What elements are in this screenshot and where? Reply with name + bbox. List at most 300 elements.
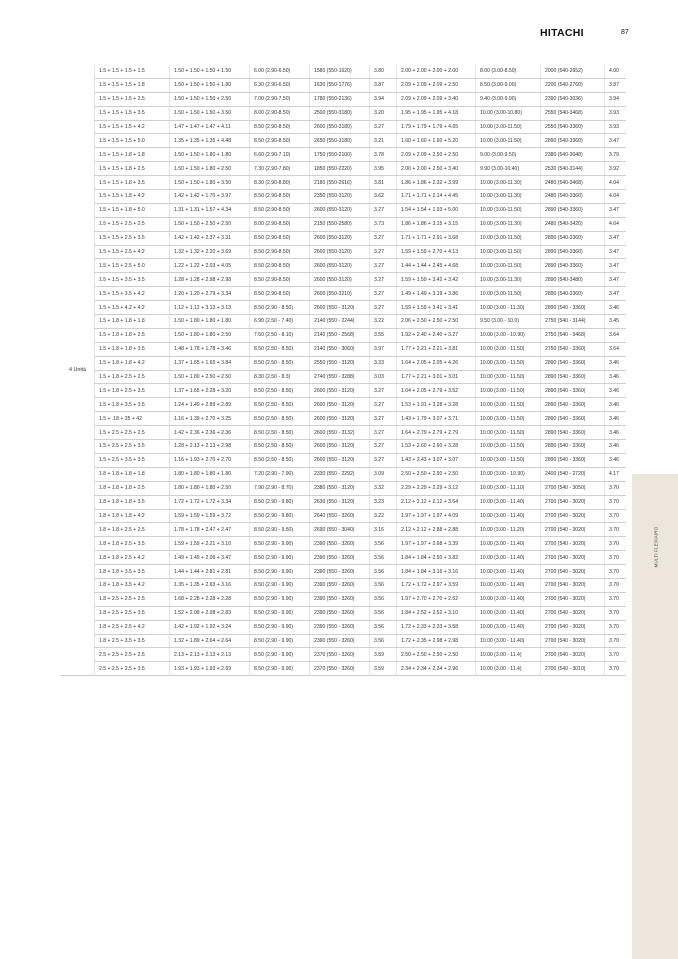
table-cell: 2750 (540 - 3144): [541, 315, 605, 329]
table-cell: 3.22: [370, 509, 397, 523]
table-cell: 8.50 (2.90-8.50): [250, 245, 310, 259]
table-cell: 4.04: [605, 190, 627, 204]
table-cell: 8.50 (2.90 - 9.90): [250, 592, 310, 606]
table-cell: 1750 (550-2100): [310, 148, 370, 162]
table-row: [61, 398, 626, 412]
table-cell: 8.50 (2.90 - 9.80): [250, 495, 310, 509]
table-cell: 2890 (540-3360): [541, 287, 605, 301]
table-cell: 2750 (540 - 3360): [541, 342, 605, 356]
table-cell: 8.50 (2.90 - 9.90): [250, 565, 310, 579]
table-cell: 1.37 + 1.65 + 1.65 + 3.84: [170, 356, 250, 370]
table-row: [61, 356, 626, 370]
table-cell: 3.22: [370, 315, 397, 329]
table-cell: 1.79 + 1.79 + 1.79 + 4.65: [397, 120, 476, 134]
table-cell: 2550 (550 - 3120): [310, 356, 370, 370]
table-cell: 3.45: [605, 315, 627, 329]
table-cell: 1.44 + 1.44 + 2.81 + 2.81: [170, 565, 250, 579]
table-cell: 1.43 + 1.79 + 3.07 + 3.71: [397, 412, 476, 426]
group-label: 4 Unità: [61, 65, 95, 676]
table-cell: 1.24 + 1.49 + 2.89 + 2.89: [170, 398, 250, 412]
table-cell: 8.50 (2.90 - 9.90): [250, 662, 310, 676]
table-row: [61, 467, 626, 481]
table-row: [61, 273, 626, 287]
table-cell: 8.50 (2.90 - 9.90): [250, 551, 310, 565]
table-cell: 2390 (550 - 3260): [310, 565, 370, 579]
table-cell: 1.5 + .18 + 35 + 42: [95, 412, 170, 426]
table-cell: 10.00 (3.00 - 11.40): [476, 606, 541, 620]
table-cell: 1.92 + 2.40 + 2.40 + 3.27: [397, 328, 476, 342]
table-cell: 3.27: [370, 231, 397, 245]
table-cell: 1.5 + 1.5 + 3.5 + 3.5: [95, 273, 170, 287]
table-cell: 3.27: [370, 245, 397, 259]
table-cell: 1.49 + 1.49 + 2.06 + 3.47: [170, 551, 250, 565]
table-cell: 1.8 + 1.8 + 2.5 + 2.5: [95, 523, 170, 537]
table-cell: 3.27: [370, 412, 397, 426]
table-cell: 3.56: [370, 606, 397, 620]
table-row: [61, 287, 626, 301]
table-cell: 2690 (550 - 3040): [310, 523, 370, 537]
table-cell: 1.5 + 1.5 + 1.8 + 4.2: [95, 190, 170, 204]
table-cell: 2890 (540 - 3360): [541, 301, 605, 315]
table-row: [61, 259, 626, 273]
table-cell: 1.32 + 1.89 + 2.64 + 2.64: [170, 634, 250, 648]
table-cell: 10.00 (3.00 - 11.40): [476, 634, 541, 648]
table-cell: 2890 (540 - 3360): [541, 370, 605, 384]
table-cell: 1.5 + 1.8 + 2.5 + 3.5: [95, 384, 170, 398]
table-cell: 2700 (540 - 3020): [541, 648, 605, 662]
table-cell: 3.56: [370, 634, 397, 648]
table-cell: 2.50 + 2.50 + 2.50 + 2.50: [397, 467, 476, 481]
table-cell: 2600 (550-3180): [310, 120, 370, 134]
table-cell: 3.16: [370, 523, 397, 537]
table-cell: 1.5 + 1.5 + 1.8 + 5.0: [95, 203, 170, 217]
table-cell: 3.47: [605, 287, 627, 301]
table-cell: 2630 (550 - 3120): [310, 495, 370, 509]
table-cell: 1.84 + 2.52 + 2.52 + 3.10: [397, 606, 476, 620]
table-cell: 3.87: [605, 78, 627, 92]
table-cell: 8.50 (2.50 - 8.50): [250, 440, 310, 454]
table-cell: 2600 (550-3120): [310, 273, 370, 287]
table-cell: 2600 (550 - 3132): [310, 426, 370, 440]
table-row: [61, 315, 626, 329]
table-row: [61, 92, 626, 106]
table-cell: 10.00 (3.00 - 11.40): [476, 592, 541, 606]
table-cell: 1.5 + 1.8 + 3.5 + 3.5: [95, 398, 170, 412]
table-cell: 10.00 (3.00 - 10.90): [476, 467, 541, 481]
table-row: [61, 162, 626, 176]
table-cell: 6.60 (2.90-7.10): [250, 148, 310, 162]
table-cell: 2700 (540 - 3020): [541, 509, 605, 523]
table-cell: 3.79: [605, 148, 627, 162]
table-cell: 1.32 + 1.32 + 2.20 + 3.69: [170, 245, 250, 259]
table-cell: 4.00: [605, 65, 627, 78]
table-cell: 10.00 (3.00 - 11.10): [476, 481, 541, 495]
table-cell: 8.50 (2.50 - 8.50): [250, 398, 310, 412]
table-cell: 8.00 (2.90-8.50): [250, 106, 310, 120]
table-cell: 1.80 + 1.80 + 1.80 + 2.50: [170, 481, 250, 495]
table-cell: 10.00 (3.00 - 11.50): [476, 412, 541, 426]
table-cell: 3.27: [370, 120, 397, 134]
table-cell: 1.77 + 2.21 + 3.01 + 3.01: [397, 370, 476, 384]
table-cell: 8.50 (2.90 - 9.90): [250, 620, 310, 634]
table-cell: 1.84 + 1.84 + 3.16 + 3.16: [397, 565, 476, 579]
table-cell: 1.5 + 1.5 + 1.8 + 2.5: [95, 162, 170, 176]
table-cell: 3.27: [370, 440, 397, 454]
table-cell: 2.34 + 2.34 + 2.34 + 2.96: [397, 662, 476, 676]
table-row: [61, 134, 626, 148]
table-cell: 1.59 + 1.59 + 1.59 + 3.72: [170, 509, 250, 523]
table-cell: 10.00 (3.00-11.50): [476, 259, 541, 273]
table-cell: 4.17: [605, 467, 627, 481]
table-cell: 2550 (540-3468): [541, 106, 605, 120]
table-cell: 10.00 (3.00 - 11.50): [476, 426, 541, 440]
table-row: [61, 606, 626, 620]
table-cell: 2390 (540-3036): [541, 92, 605, 106]
table-cell: 3.80: [370, 65, 397, 78]
table-cell: 2.12 + 2.12 + 2.88 + 2.88: [397, 523, 476, 537]
table-cell: 1.53 + 2.60 + 2.60 + 3.28: [397, 440, 476, 454]
table-cell: 1.59 + 1.59 + 2.21 + 3.10: [170, 537, 250, 551]
table-cell: 7.90 (2.90 - 8.70): [250, 481, 310, 495]
table-cell: 1.71 + 1.71 + 2.91 + 3.68: [397, 231, 476, 245]
table-cell: 10.00 (3.00 - 11.40): [476, 537, 541, 551]
table-cell: 3.23: [370, 495, 397, 509]
table-cell: 9.50 (3.00 - 10.0): [476, 315, 541, 329]
table-row: [61, 565, 626, 579]
table-cell: 1.8 + 1.8 + 2.5 + 3.5: [95, 537, 170, 551]
table-row: [61, 509, 626, 523]
table-cell: 3.59: [370, 662, 397, 676]
table-cell: 8.50 (2.50 - 8.50): [250, 342, 310, 356]
table-row: [61, 106, 626, 120]
table-cell: 3.56: [370, 551, 397, 565]
table-cell: 3.70: [605, 565, 627, 579]
table-cell: 3.27: [370, 426, 397, 440]
table-cell: 10.00 (3.00 - 11.50): [476, 356, 541, 370]
table-row: [61, 620, 626, 634]
table-cell: 2890 (540-3360): [541, 134, 605, 148]
table-cell: 1.49 + 1.49 + 3.19 + 3.86: [397, 287, 476, 301]
table-cell: 1.77 + 2.21 + 2.21 + 3.81: [397, 342, 476, 356]
specs-table: [61, 65, 626, 676]
table-row: [61, 551, 626, 565]
table-cell: 1.5 + 1.5 + 1.8 + 3.5: [95, 176, 170, 190]
table-cell: 1.5 + 1.5 + 2.5 + 2.5: [95, 217, 170, 231]
table-cell: 2480 (540-3468): [541, 176, 605, 190]
table-cell: 2390 (550 - 3260): [310, 592, 370, 606]
table-cell: 8.50 (2.50 - 8.50): [250, 412, 310, 426]
table-cell: 1.37 + 1.65 + 2.28 + 3.20: [170, 384, 250, 398]
table-cell: 2600 (550-3210): [310, 287, 370, 301]
table-cell: 2.00 + 2.00 + 2.00 + 2.00: [397, 65, 476, 78]
table-cell: 1.80 + 1.80 + 1.80 + 1.80: [170, 467, 250, 481]
table-cell: 1.8 + 1.8 + 1.8 + 1.8: [95, 467, 170, 481]
table-cell: 3.56: [370, 620, 397, 634]
table-row: [61, 578, 626, 592]
table-cell: 10.00 (3.00-11.50): [476, 287, 541, 301]
table-cell: 1.53 + 1.91 + 3.28 + 3.28: [397, 398, 476, 412]
table-cell: 1.50 + 1.50 + 1.50 + 2.50: [170, 92, 250, 106]
table-cell: 2330 (550 - 2292): [310, 467, 370, 481]
table-cell: 2380 (540-3048): [541, 148, 605, 162]
table-cell: 3.56: [370, 592, 397, 606]
table-cell: 1.50 + 1.50 + 1.50 + 3.50: [170, 106, 250, 120]
table-cell: 2370 (550 - 3260): [310, 662, 370, 676]
table-cell: 1.50 + 1.80 + 2.50 + 2.50: [170, 370, 250, 384]
table-cell: 1.28 + 2.13 + 2.13 + 2.98: [170, 440, 250, 454]
table-cell: 10.00 (3.00-11.30): [476, 190, 541, 204]
table-cell: 10.00 (3.00 - 10.90): [476, 328, 541, 342]
table-cell: 1.68 + 2.28 + 2.28 + 2.28: [170, 592, 250, 606]
table-cell: 10.00 (3.00-11.30): [476, 217, 541, 231]
table-row: [61, 328, 626, 342]
table-cell: 3.27: [370, 398, 397, 412]
table-cell: 6.90 (2.50 - 7.40): [250, 315, 310, 329]
table-cell: 1.16 + 1.93 + 2.70 + 2.70: [170, 453, 250, 467]
table-cell: 3.73: [370, 217, 397, 231]
table-cell: 1.64 + 2.05 + 2.79 + 3.52: [397, 384, 476, 398]
table-cell: 1.8 + 1.8 + 1.8 + 2.5: [95, 481, 170, 495]
table-cell: 1.47 + 1.47 + 1.47 + 4.11: [170, 120, 250, 134]
table-cell: 8.50 (2.90-8.50): [250, 203, 310, 217]
table-cell: 2700 (540 - 3020): [541, 495, 605, 509]
table-cell: 10.00 (3.00-10.80): [476, 106, 541, 120]
table-cell: 2890 (540 - 3360): [541, 412, 605, 426]
table-cell: 1.60 + 1.60 + 1.60 + 5.20: [397, 134, 476, 148]
table-row: [61, 370, 626, 384]
table-cell: 2890 (540-3480): [541, 273, 605, 287]
table-cell: 1.42 + 1.42 + 2.37 + 3.31: [170, 231, 250, 245]
table-cell: 10.00 (3.00 - 11.40): [476, 551, 541, 565]
table-cell: 3.62: [370, 190, 397, 204]
table-cell: 1.86 + 1.86 + 3.15 + 3.15: [397, 217, 476, 231]
table-row: [61, 481, 626, 495]
table-cell: 7.60 (2.50 - 8.10): [250, 328, 310, 342]
table-cell: 3.27: [370, 203, 397, 217]
table-cell: 2.06 + 2.50 + 2.50 + 2.50: [397, 315, 476, 329]
table-cell: 2.29 + 2.29 + 2.29 + 3.12: [397, 481, 476, 495]
table-cell: 1.8 + 1.8 + 2.5 + 4.2: [95, 551, 170, 565]
table-cell: 1.8 + 2.5 + 3.5 + 3.5: [95, 634, 170, 648]
table-cell: 1.44 + 1.44 + 2.45 + 4.68: [397, 259, 476, 273]
table-row: [61, 426, 626, 440]
table-cell: 1.5 + 1.5 + 1.5 + 4.2: [95, 120, 170, 134]
table-cell: 1.5 + 1.5 + 1.5 + 3.5: [95, 106, 170, 120]
table-cell: 3.46: [605, 440, 627, 454]
table-cell: 2390 (550 - 3260): [310, 620, 370, 634]
table-cell: 10.00 (3.00 - 11.50): [476, 440, 541, 454]
table-cell: 3.46: [605, 384, 627, 398]
table-cell: 8.30 (2.90-8.80): [250, 176, 310, 190]
table-cell: 9.90 (3.00-10.40): [476, 162, 541, 176]
table-cell: 1.22 + 1.22 + 2.03 + 4.05: [170, 259, 250, 273]
table-row: [61, 537, 626, 551]
table-cell: 3.70: [605, 523, 627, 537]
table-cell: 2890 (540 - 3360): [541, 453, 605, 467]
table-cell: 1.5 + 1.5 + 2.5 + 5.0: [95, 259, 170, 273]
table-cell: 3.21: [370, 134, 397, 148]
table-row: [61, 648, 626, 662]
table-cell: 10.00 (3.00-11.30): [476, 176, 541, 190]
table-cell: 1.50 + 1.80 + 1.80 + 1.80: [170, 315, 250, 329]
table-cell: 3.09: [370, 467, 397, 481]
table-cell: 2600 (550-3120): [310, 203, 370, 217]
table-cell: 8.50 (2.90 - 9.90): [250, 634, 310, 648]
table-cell: 1.50 + 1.50 + 1.80 + 1.80: [170, 148, 250, 162]
table-cell: 1.64 + 2.79 + 2.79 + 2.79: [397, 426, 476, 440]
table-cell: 10.00 (3.00 - 11.50): [476, 342, 541, 356]
table-cell: 8.30 (2.50 - 8.3): [250, 370, 310, 384]
table-cell: 1.50 + 1.50 + 1.80 + 3.50: [170, 176, 250, 190]
table-cell: 3.46: [605, 398, 627, 412]
table-cell: 1.97 + 1.97 + 2.68 + 3.39: [397, 537, 476, 551]
table-cell: 3.46: [605, 453, 627, 467]
table-cell: 1.59 + 1.59 + 3.42 + 3.42: [397, 273, 476, 287]
table-cell: 3.70: [605, 495, 627, 509]
table-cell: 2.5 + 2.5 + 2.5 + 2.5: [95, 648, 170, 662]
table-cell: 10.00 (3.00 - 11.50): [476, 453, 541, 467]
table-row: [61, 148, 626, 162]
table-cell: 2140 (550 - 3060): [310, 342, 370, 356]
table-cell: 1.5 + 1.5 + 1.5 + 1.8: [95, 78, 170, 92]
table-cell: 2600 (550-3120): [310, 231, 370, 245]
table-cell: 2.00 + 2.00 + 2.50 + 3.40: [397, 162, 476, 176]
table-cell: 2140 (550 - 2244): [310, 315, 370, 329]
table-cell: 2550 (540-3360): [541, 120, 605, 134]
table-cell: 10.00 (3.00 - 11.40): [476, 509, 541, 523]
table-cell: 1.54 + 1.54 + 1.93 + 5.00: [397, 203, 476, 217]
table-row: [61, 203, 626, 217]
table-cell: 3.47: [605, 134, 627, 148]
table-cell: 1.5 + 1.5 + 1.8 + 1.8: [95, 148, 170, 162]
table-cell: 1.50 + 1.80 + 1.80 + 2.50: [170, 328, 250, 342]
table-row: [61, 245, 626, 259]
table-cell: 3.70: [605, 634, 627, 648]
table-cell: 3.92: [605, 162, 627, 176]
table-cell: 3.55: [370, 328, 397, 342]
table-cell: 10.00 (3.00 - 11.4): [476, 662, 541, 676]
table-row: [61, 65, 626, 78]
side-tab-label-wrapper: [650, 526, 662, 568]
table-cell: 2400 (540 - 2720): [541, 467, 605, 481]
table-cell: 2.13 + 2.13 + 2.13 + 2.13: [170, 648, 250, 662]
table-row: [61, 342, 626, 356]
table-cell: 1.50 + 1.50 + 1.50 + 1.50: [170, 65, 250, 78]
table-cell: 1.59 + 1.59 + 2.70 + 4.13: [397, 245, 476, 259]
table-row: [61, 412, 626, 426]
table-cell: 2700 (540 - 3020): [541, 592, 605, 606]
table-cell: 2700 (540 - 3020): [541, 565, 605, 579]
table-cell: 10.00 (3.00 - 11.20): [476, 523, 541, 537]
table-cell: 2700 (540 - 3050): [541, 481, 605, 495]
table-cell: 1.28 + 1.28 + 2.98 + 2.98: [170, 273, 250, 287]
table-row: [61, 453, 626, 467]
table-cell: 2700 (540 - 3020): [541, 620, 605, 634]
table-cell: 2140 (550 - 2568): [310, 328, 370, 342]
table-cell: 3.70: [605, 606, 627, 620]
table-cell: 1.8 + 2.5 + 2.5 + 3.5: [95, 606, 170, 620]
table-cell: 1.5 + 1.8 + 1.8 + 4.2: [95, 356, 170, 370]
table-cell: 1.95 + 1.95 + 1.95 + 4.18: [397, 106, 476, 120]
table-cell: 10.00 (3.00-11.50): [476, 231, 541, 245]
table-cell: 1.8 + 2.5 + 2.5 + 2.5: [95, 592, 170, 606]
table-cell: 2500 (550-3180): [310, 106, 370, 120]
table-cell: 6.30 (2.90-6.50): [250, 78, 310, 92]
table-cell: 8.50 (2.90-8.50): [250, 231, 310, 245]
table-cell: 3.27: [370, 287, 397, 301]
table-cell: 3.27: [370, 453, 397, 467]
table-cell: 3.93: [605, 106, 627, 120]
table-cell: 3.93: [605, 120, 627, 134]
table-row: [61, 78, 626, 92]
table-cell: 1.71 + 1.71 + 2.14 + 4.45: [397, 190, 476, 204]
table-cell: 2.09 + 2.09 + 2.09 + 3.40: [397, 92, 476, 106]
table-cell: 1.93 + 1.93 + 1.93 + 2.69: [170, 662, 250, 676]
table-row: [61, 176, 626, 190]
table-cell: 1.5 + 1.8 + 2.5 + 2.5: [95, 370, 170, 384]
table-cell: 3.70: [605, 662, 627, 676]
table-cell: 2380 (550 - 3120): [310, 481, 370, 495]
table-cell: 2.09 + 2.09 + 2.50 + 2.50: [397, 148, 476, 162]
table-cell: 8.50 (2.90-8.50): [250, 259, 310, 273]
table-cell: 3.64: [605, 342, 627, 356]
table-cell: 10.00 (3.00-11.50): [476, 120, 541, 134]
table-cell: 8.50 (2.50 - 8.50): [250, 453, 310, 467]
table-row: [61, 634, 626, 648]
table-cell: 2890 (540 - 3360): [541, 398, 605, 412]
table-cell: 7.20 (2.90 - 7.90): [250, 467, 310, 481]
table-cell: 2370 (550 - 3260): [310, 648, 370, 662]
table-cell: 2700 (540 - 3020): [541, 551, 605, 565]
table-cell: 3.33: [370, 356, 397, 370]
table-cell: 1.5 + 2.5 + 3.5 + 3.5: [95, 453, 170, 467]
table-cell: 1.52 + 2.08 + 2.08 + 2.83: [170, 606, 250, 620]
table-cell: 2650 (550-3180): [310, 134, 370, 148]
table-cell: 3.47: [605, 245, 627, 259]
table-cell: 2890 (540 - 3360): [541, 426, 605, 440]
table-cell: 8.50 (2.90 - 9.50): [250, 523, 310, 537]
table-cell: 1.5 + 1.8 + 1.8 + 1.8: [95, 315, 170, 329]
table-cell: 2700 (540 - 3020): [541, 537, 605, 551]
table-cell: 1.5 + 2.5 + 2.5 + 2.5: [95, 426, 170, 440]
side-tab-label: MULTI FLEXIAIRO: [653, 526, 659, 568]
table-cell: 3.46: [605, 426, 627, 440]
table-cell: 3.27: [370, 259, 397, 273]
table-cell: 1.5 + 1.8 + 1.8 + 3.5: [95, 342, 170, 356]
table-cell: 7.30 (2.90-7.80): [250, 162, 310, 176]
table-cell: 1850 (550-2220): [310, 162, 370, 176]
table-cell: 2890 (540 - 3360): [541, 356, 605, 370]
table-cell: 1.5 + 1.5 + 2.5 + 4.2: [95, 245, 170, 259]
table-cell: 10.00 (3.00 - 11.40): [476, 565, 541, 579]
table-cell: 1.50 + 1.50 + 2.50 + 2.50: [170, 217, 250, 231]
table-cell: 2180 (550-2616): [310, 176, 370, 190]
table-cell: 3.78: [370, 148, 397, 162]
table-cell: 10.00 (3.00 - 11.4): [476, 648, 541, 662]
table-cell: 3.70: [605, 578, 627, 592]
table-cell: 3.70: [605, 620, 627, 634]
table-cell: 1.8 + 1.8 + 3.5 + 3.5: [95, 565, 170, 579]
table-row: [61, 592, 626, 606]
table-cell: 6.00 (2.90-6.50): [250, 65, 310, 78]
table-cell: 3.46: [605, 356, 627, 370]
table-cell: 3.27: [370, 273, 397, 287]
table-cell: 1.12 + 1.12 + 3.13 + 3.13: [170, 301, 250, 315]
table-cell: 2600 (550 - 3120): [310, 453, 370, 467]
table-cell: 3.56: [370, 537, 397, 551]
table-cell: 8.50 (2.50 - 8.50): [250, 384, 310, 398]
table-row: [61, 301, 626, 315]
